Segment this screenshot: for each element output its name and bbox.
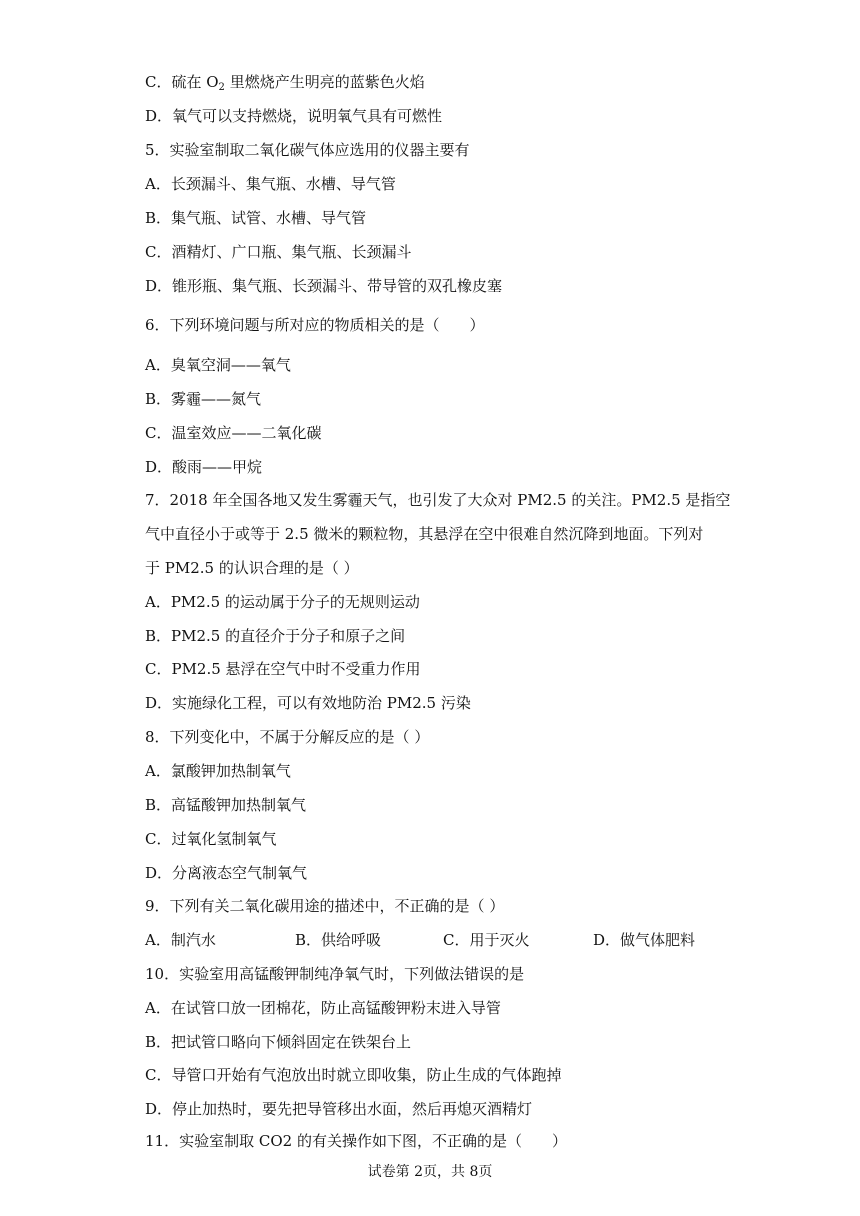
q10-option-c: C．导管口开始有气泡放出时就立即收集，防止生成的气体跑掉	[145, 1066, 562, 1084]
q6-option-a: A．臭氧空洞——氧气	[145, 356, 291, 374]
page-footer: 试卷第 2页，共 8页	[367, 1164, 493, 1180]
q10-option-d: D．停止加热时，要先把导管移出水面，然后再熄灭酒精灯	[145, 1100, 533, 1118]
q7-option-a: A．PM2.5 的运动属于分子的无规则运动	[145, 593, 420, 611]
q9-option-d: D．做气体肥料	[593, 931, 696, 949]
q6-option-b: B．雾霾——氮气	[145, 390, 262, 408]
q9-option-b: B．供给呼吸	[295, 931, 382, 949]
q9-option-a: A．制汽水	[145, 931, 216, 949]
q5-option-c: C．酒精灯、广口瓶、集气瓶、长颈漏斗	[145, 243, 412, 261]
q7-option-c: C．PM2.5 悬浮在空气中时不受重力作用	[145, 660, 421, 678]
q6-option-d: D．酸雨——甲烷	[145, 458, 263, 476]
q8-option-a: A．氯酸钾加热制氧气	[145, 762, 291, 780]
question-7-line-1: 7．2018 年全国各地又发生雾霾天气，也引发了大众对 PM2.5 的关注。PM2.5 是指空	[145, 491, 731, 509]
question-11: 11．实验室制取 CO2 的有关操作如下图，不正确的是（ ）	[145, 1132, 567, 1150]
q4-option-d: D．氧气可以支持燃烧，说明氧气具有可燃性	[145, 107, 443, 125]
question-5: 5．实验室制取二氧化碳气体应选用的仪器主要有	[145, 141, 470, 159]
question-6: 6．下列环境问题与所对应的物质相关的是（ ）	[145, 316, 485, 334]
q9-option-c: C．用于灭火	[443, 931, 530, 949]
q5-option-d: D．锥形瓶、集气瓶、长颈漏斗、带导管的双孔橡皮塞	[145, 277, 503, 295]
o2-subscript: 2	[218, 82, 225, 93]
question-9: 9．下列有关二氧化碳用途的描述中，不正确的是（ ）	[145, 897, 505, 915]
question-8: 8．下列变化中，不属于分解反应的是（ ）	[145, 728, 430, 746]
q9-options-row	[145, 930, 745, 950]
q4c-text-rest: 里燃烧产生明亮的蓝紫色火焰	[224, 73, 425, 91]
question-10: 10．实验室用高锰酸钾制纯净氧气时，下列做法错误的是	[145, 965, 525, 983]
q7-option-d: D．实施绿化工程，可以有效地防治 PM2.5 污染	[145, 694, 471, 712]
question-7-line-3: 于 PM2.5 的认识合理的是（ ）	[145, 559, 359, 577]
q4-option-c	[145, 72, 425, 92]
question-7-line-2: 气中直径小于或等于 2.5 微米的颗粒物，其悬浮在空中很难自然沉降到地面。下列对	[145, 525, 704, 543]
q5-option-a: A．长颈漏斗、集气瓶、水槽、导气管	[145, 175, 396, 193]
q4c-text: C．硫在 O	[145, 73, 219, 91]
q8-option-d: D．分离液态空气制氧气	[145, 864, 308, 882]
q8-option-c: C．过氧化氢制氧气	[145, 830, 277, 848]
q6-option-c: C．温室效应——二氧化碳	[145, 424, 322, 442]
q5-option-b: B．集气瓶、试管、水槽、导气管	[145, 209, 367, 227]
q10-option-b: B．把试管口略向下倾斜固定在铁架台上	[145, 1033, 412, 1051]
q7-option-b: B．PM2.5 的直径介于分子和原子之间	[145, 627, 406, 645]
q8-option-b: B．高锰酸钾加热制氧气	[145, 796, 307, 814]
q10-option-a: A．在试管口放一团棉花，防止高锰酸钾粉末进入导管	[145, 999, 501, 1017]
